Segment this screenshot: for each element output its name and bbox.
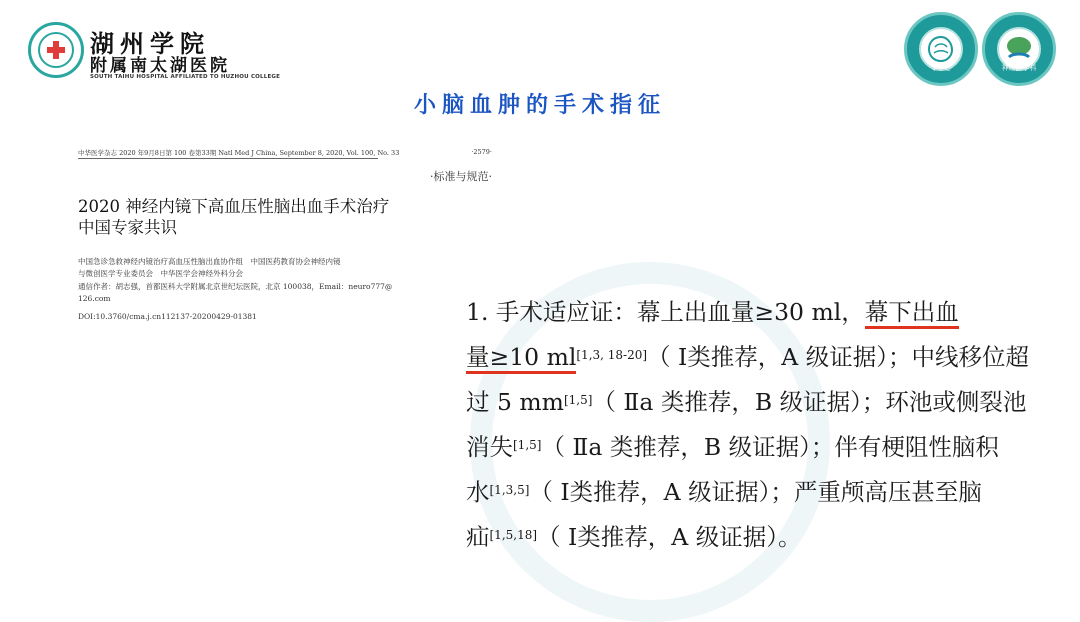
citation: [1,3, 18-20] (576, 348, 648, 362)
text-span: 消失 (466, 433, 513, 461)
journal-page-number: ·2579· (471, 148, 492, 156)
paper-excerpt (78, 142, 498, 324)
highlight-volume: 量≥10 ml (466, 343, 576, 374)
authors-line: 126.com (78, 294, 111, 304)
paper-title-line1: 2020 神经内镜下高血压性脑出血手术治疗 (78, 197, 390, 216)
paper-authors (78, 256, 418, 306)
citation: [1,3,5] (489, 483, 530, 497)
citation: [1,5,18] (489, 528, 538, 542)
text-span: （ Ⅱa 类推荐，B 级证据）；环池或侧裂池 (592, 388, 1027, 416)
authors-line: 与微创医学专业委员会 中华医学会神经外科分会 (78, 269, 243, 279)
citation: [1,5] (563, 393, 593, 407)
neuromedicine-badge-icon (982, 12, 1056, 86)
text-span: 疝 (466, 523, 490, 551)
text-span: 过 5 mm (466, 388, 564, 416)
highlight-infratentorial: 幕下出血 (865, 298, 959, 329)
text-span: 水 (466, 478, 490, 506)
text-span: （ Ⅰ类推荐，A 级证据）；中线移位超 (647, 343, 1029, 371)
text-span: （ Ⅰ类推荐，A 级证据）；严重颅高压甚至脑 (529, 478, 982, 506)
stroke-center-badge-icon (904, 12, 978, 86)
text-span: （ Ⅱa 类推荐，B 级证据）；伴有梗阻性脑积 (541, 433, 999, 461)
badge-right-label: 神经医学科 (1001, 64, 1037, 72)
text-span: 1. 手术适应证：幕上出血量≥30 ml， (466, 298, 865, 326)
section-tag: ·标准与规范· (430, 170, 492, 183)
paper-title (78, 196, 478, 238)
indication-line-2 (466, 335, 1029, 380)
hospital-name: 湖州学院 (90, 29, 210, 58)
hospital-english-name: SOUTH TAIHU HOSPITAL AFFILIATED TO HUZHOU COLLEGE (90, 74, 281, 80)
indication-line-4 (466, 425, 1026, 470)
slide-title: 小脑血肿的手术指征 (413, 93, 666, 118)
hospital-logo (28, 22, 281, 84)
hospital-subtitle: 附属南太湖医院 (90, 56, 230, 76)
indications-text (466, 290, 1029, 560)
citation: [1,5] (513, 438, 542, 452)
text-span: （ Ⅰ类推荐，A 级证据）。 (537, 523, 802, 551)
indication-line-5 (466, 470, 1026, 515)
indication-line-1 (466, 290, 1026, 335)
paper-doi: DOI:10.3760/cma.j.cn112137-20200429-01381 (78, 312, 257, 321)
hospital-emblem-icon (28, 22, 84, 78)
authors-line: 中国急诊急救神经内镜治疗高血压性脑出血协作组 中国医药教育协会神经内镜 (78, 257, 341, 266)
journal-rule (78, 158, 378, 159)
journal-citation: 中华医学杂志 2020 年9月8日第 100 卷第33期 Natl Med J China, September 8, 2020, Vol. 100, No. 33 (78, 149, 400, 157)
paper-title-line2: 中国专家共识 (78, 218, 177, 237)
indication-line-6 (466, 515, 1026, 560)
indication-line-3 (466, 380, 1026, 425)
badge-left-label: 专中心 (930, 64, 952, 72)
authors-line: 通信作者：胡志强，首都医科大学附属北京世纪坛医院，北京 100038，Email：neuro777@ (78, 281, 393, 291)
